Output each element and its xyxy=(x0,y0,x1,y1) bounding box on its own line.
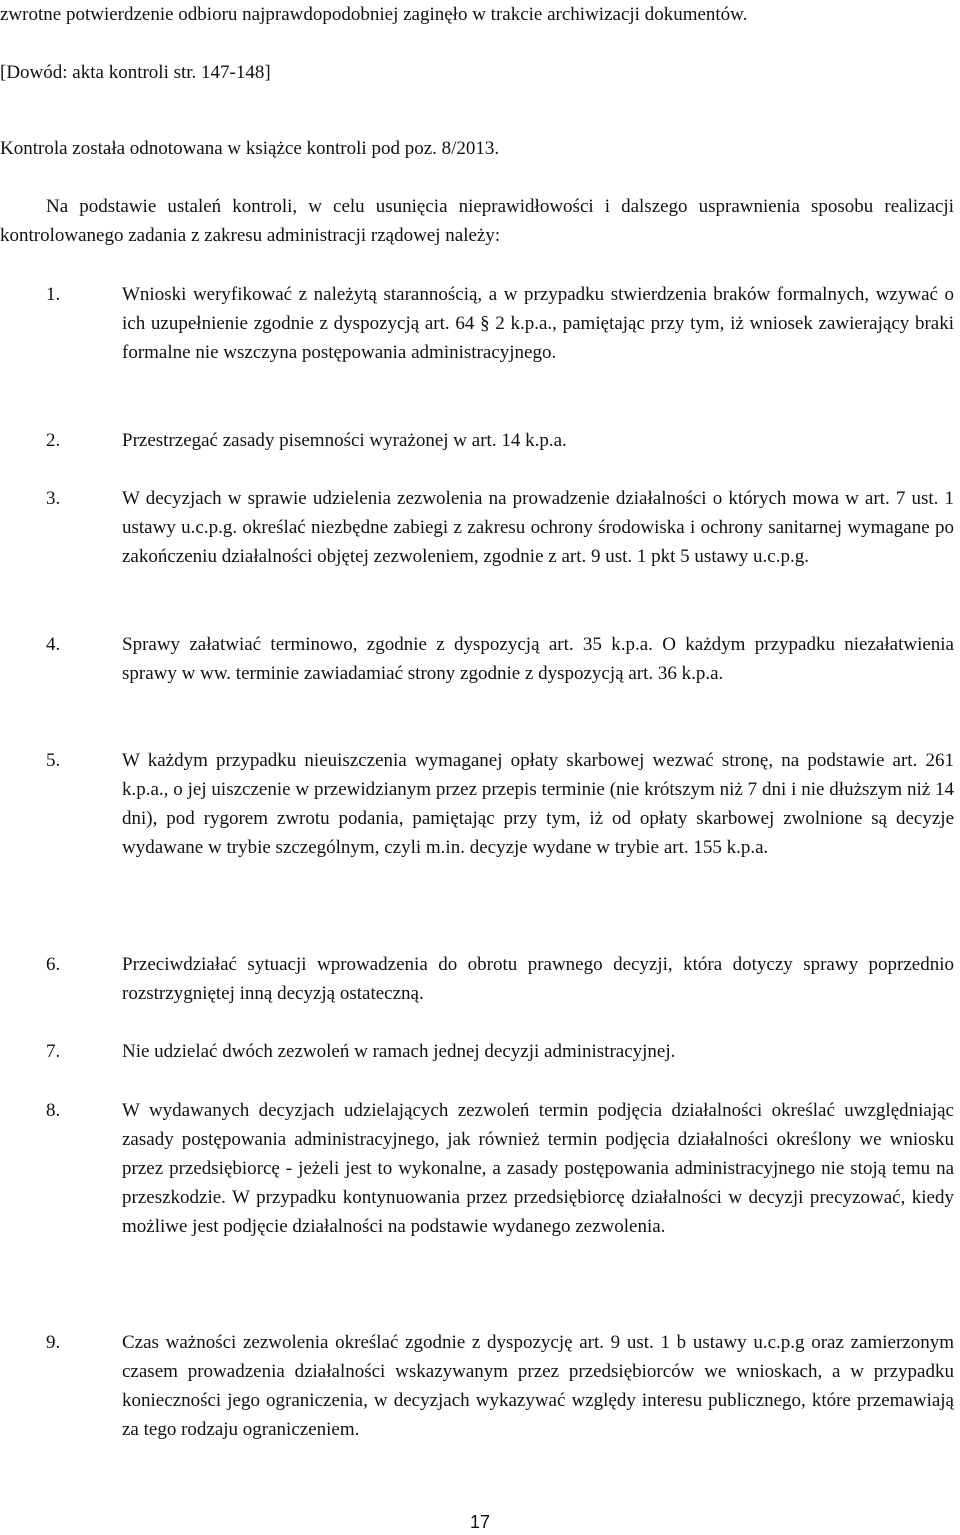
item-number: 5. xyxy=(46,750,61,771)
item-text: Sprawy załatwiać terminowo, zgodnie z dyspozycją art. 35 k.p.a. O każdym przypadku niezałatwienia sprawy w ww. terminie zawiadamiać strony zgodnie z dyspozycją art. 36 k.p.a. xyxy=(122,634,954,684)
item-text: W każdym przypadku nieuiszczenia wymaganej opłaty skarbowej wezwać stronę, na podstawie art. 261 k.p.a., o jej uiszczenie w przewidzianym przez przepis terminie (nie krótszym niż 7 dni i nie dłuższym niż 14 dni), pod rygorem zwrotu podania, pamiętając przy tym, iż od opłaty skarbowej zwolnione są decyzje wydawane w trybie szczególnym, czyli m.in. decyzje wydane w trybie art. 155 k.p.a. xyxy=(122,750,954,858)
recommendation-item xyxy=(0,1096,954,1241)
item-text: Przeciwdziałać sytuacji wprowadzenia do obrotu prawnego decyzji, która dotyczy sprawy poprzednio rozstrzygniętej inną decyzją ostateczną. xyxy=(122,954,954,1004)
item-number: 2. xyxy=(46,430,61,451)
control-note: Kontrola została odnotowana w książce kontroli pod poz. 8/2013. xyxy=(0,138,500,159)
item-number: 9. xyxy=(46,1332,61,1353)
recommendation-item xyxy=(0,280,954,367)
recommendation-item xyxy=(0,1328,954,1444)
recommendation-item xyxy=(0,1037,954,1066)
item-number: 1. xyxy=(46,284,61,305)
continuation-paragraph: zwrotne potwierdzenie odbioru najprawdopodobniej zaginęło w trakcie archiwizacji dokumentów. xyxy=(0,4,748,25)
recommendation-item xyxy=(0,426,954,455)
item-text: Nie udzielać dwóch zezwoleń w ramach jednej decyzji administracyjnej. xyxy=(122,1041,676,1062)
item-number: 3. xyxy=(46,488,61,509)
item-text: W decyzjach w sprawie udzielenia zezwolenia na prowadzenie działalności o których mowa w art. 7 ust. 1 ustawy u.c.p.g. określać niezbędne zabiegi z zakresu ochrony środowiska i ochrony sanitarnej wymagane po zakończeniu działalności objętej zezwoleniem, zgodnie z art. 9 ust. 1 pkt 5 ustawy u.c.p.g. xyxy=(122,488,954,567)
item-number: 4. xyxy=(46,634,61,655)
recommendation-item xyxy=(0,484,954,571)
item-number: 7. xyxy=(46,1041,61,1062)
item-text: Czas ważności zezwolenia określać zgodnie z dyspozycję art. 9 ust. 1 b ustawy u.c.p.g oraz zamierzonym czasem prowadzenia działalności wskazywanym przez przedsiębiorców we wnioskach, a w przypadku konieczności jego ograniczenia, w decyzjach wykazywać względy interesu publicznego, które przemawiają za tego rodzaju ograniczeniem. xyxy=(122,1332,954,1440)
item-text: Wnioski weryfikować z należytą starannością, a w przypadku stwierdzenia braków formalnych, wzywać o ich uzupełnienie zgodnie z dyspozycją art. 64 § 2 k.p.a., pamiętając przy tym, iż wniosek zawierający braki formalne nie wszczyna postępowania administracyjnego. xyxy=(122,284,954,363)
item-number: 8. xyxy=(46,1100,61,1121)
recommendation-item xyxy=(0,746,954,862)
page-number: 17 xyxy=(469,1512,491,1532)
item-text: Przestrzegać zasady pisemności wyrażonej w art. 14 k.p.a. xyxy=(122,430,567,451)
recommendations-intro: Na podstawie ustaleń kontroli, w celu usunięcia nieprawidłowości i dalszego usprawnienia sposobu realizacji kontrolowanego zadania z zakresu administracji rządowej należy: xyxy=(0,196,954,246)
item-text: W wydawanych decyzjach udzielających zezwoleń termin podjęcia działalności określać uwzględniając zasady postępowania administracyjnego, jak również termin podjęcia działalności określony we wniosku przez przedsiębiorcę - jeżeli jest to wykonalne, a zasady postępowania administracyjnego nie stoją temu na przeszkodzie. W przypadku kontynuowania przez przedsiębiorcę działalności w decyzji precyzować, kiedy możliwe jest podjęcie działalności na podstawie wydanego zezwolenia. xyxy=(122,1100,954,1237)
evidence-reference: [Dowód: akta kontroli str. 147-148] xyxy=(0,62,271,83)
item-number: 6. xyxy=(46,954,61,975)
recommendation-item xyxy=(0,630,954,688)
recommendation-item xyxy=(0,950,954,1008)
